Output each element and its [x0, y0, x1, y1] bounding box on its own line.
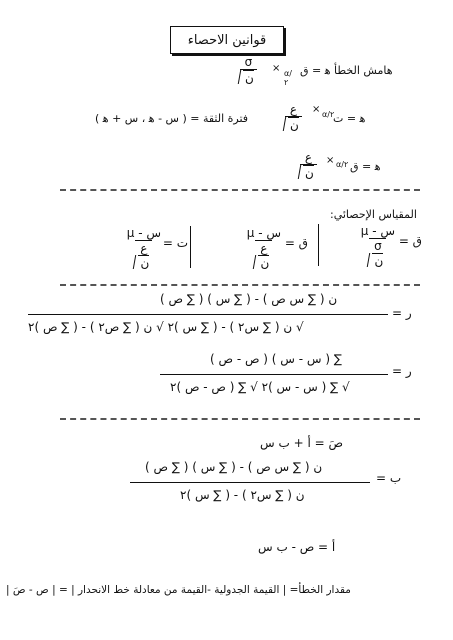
b-numerator: ن ( ∑ س ص ) - ( ∑ س ) ( ∑ ص ) — [145, 460, 323, 474]
corr-numerator-2: ∑ ( س - س ) ( ص - ص ) — [210, 352, 342, 366]
corr-fraction-bar-1 — [28, 314, 388, 315]
b-lhs: ب = — [376, 471, 402, 485]
regression-line: صَ = أ + ب س — [260, 436, 343, 450]
error-amount: مقدار الخطأ= | القيمة الجدولية -القيمة من معادلة خط الانحدار | = | ص - صَ | — [6, 584, 351, 596]
b-fraction-bar — [130, 482, 370, 483]
b-denominator: ن ( ∑ س٢ ) - ( ∑ س )٢ — [180, 488, 305, 502]
divider-bar — [190, 226, 191, 268]
corr-symbol-2: ر = — [392, 364, 412, 378]
margin-error-label: هامش الخطأ ﻫ = ق — [300, 64, 393, 77]
divider-bar — [318, 224, 319, 266]
divider — [60, 418, 420, 420]
t-formula: ت = س - μ ع ن — [126, 226, 188, 270]
corr-denominator-1: √ ن ( ∑ س٢ ) - ( ∑ س )٢ √ ن ( ∑ ص٢ ) - ( ∑ ص )٢ — [28, 320, 304, 334]
confidence-lhs: ﻫ = ت — [333, 112, 366, 125]
page-title — [170, 26, 284, 54]
divider — [60, 284, 420, 286]
corr-symbol-1: ر = — [392, 306, 412, 320]
stat-measure-label: المقياس الإحصائي: — [330, 208, 417, 221]
corr-numerator-1: ن ( ∑ س ص ) - ( ∑ س ) ( ∑ ص ) — [160, 292, 338, 306]
alpha-half: α/٢ — [284, 69, 292, 87]
confidence-fraction: ع ن — [285, 102, 302, 132]
confidence-interval: فترة الثقة = ( س - ﻫ ، س + ﻫ ) — [95, 112, 249, 125]
z-s-formula: ق = س - μ ع ن — [246, 226, 308, 270]
divider — [60, 189, 420, 191]
corr-fraction-bar-2 — [160, 374, 388, 375]
title-text: قوانين الاحصاء — [187, 32, 267, 48]
a-formula: أ = ص - ب س — [258, 540, 336, 554]
z-sigma-formula: ق = س - μ σ ن — [360, 224, 422, 268]
n-sqrt: ن — [245, 71, 254, 85]
sigma: σ — [244, 55, 253, 69]
conf-alpha: α/٢ — [322, 110, 335, 119]
corr-denominator-2: √ ∑ ( س - س )٢ √ ∑ ( ص - ص )٢ — [170, 380, 350, 394]
margin-error2-fraction: ع ن — [300, 150, 317, 180]
margin-error2-lhs: ﻫ = ق — [350, 160, 381, 173]
